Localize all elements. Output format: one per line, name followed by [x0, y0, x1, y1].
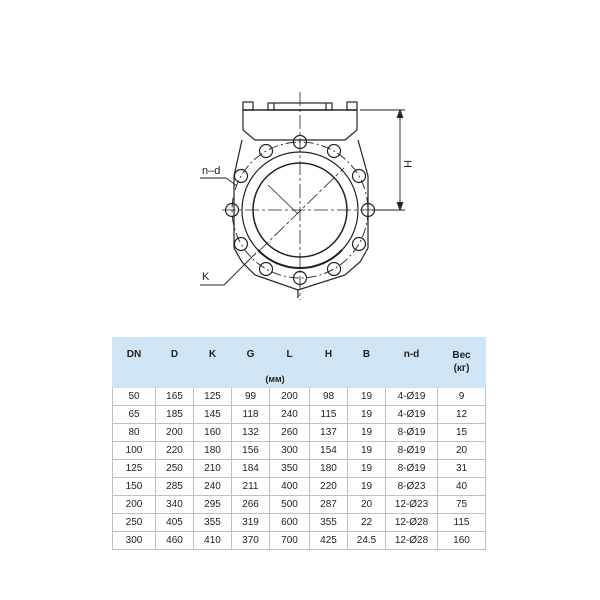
table-row — [113, 388, 486, 406]
units-label: (мм) — [113, 372, 438, 388]
table-cell: 500 — [270, 496, 310, 514]
table-cell: 240 — [270, 406, 310, 424]
table-cell: 240 — [194, 478, 232, 496]
table-cell: 12-Ø28 — [386, 532, 438, 550]
table-cell: 160 — [438, 532, 486, 550]
table-cell: 156 — [232, 442, 270, 460]
table-cell: 20 — [438, 442, 486, 460]
table-cell: 350 — [270, 460, 310, 478]
table-cell: 250 — [113, 514, 156, 532]
label-k: K — [202, 271, 210, 283]
col-header-k: K — [194, 338, 232, 372]
table-cell: 125 — [113, 460, 156, 478]
header-row — [113, 338, 486, 372]
table-cell: 700 — [270, 532, 310, 550]
table-row — [113, 460, 486, 478]
table-cell: 75 — [438, 496, 486, 514]
table-cell: 8-Ø19 — [386, 442, 438, 460]
spec-table — [112, 337, 486, 550]
col-header-l: L — [270, 338, 310, 372]
table-cell: 600 — [270, 514, 310, 532]
table-row — [113, 532, 486, 550]
table-cell: 287 — [310, 496, 348, 514]
table-cell: 40 — [438, 478, 486, 496]
table-cell: 295 — [194, 496, 232, 514]
table-cell: 15 — [438, 424, 486, 442]
table-cell: 285 — [156, 478, 194, 496]
table-cell: 200 — [270, 388, 310, 406]
col-header-h: H — [310, 338, 348, 372]
table-cell: 150 — [113, 478, 156, 496]
table-cell: 50 — [113, 388, 156, 406]
col-header-dn: DN — [113, 338, 156, 372]
table-cell: 154 — [310, 442, 348, 460]
table-cell: 460 — [156, 532, 194, 550]
table-cell: 65 — [113, 406, 156, 424]
table-cell: 165 — [156, 388, 194, 406]
table-cell: 180 — [310, 460, 348, 478]
table-cell: 260 — [270, 424, 310, 442]
table-cell: 80 — [113, 424, 156, 442]
table-cell: 425 — [310, 532, 348, 550]
table-cell: 12 — [438, 406, 486, 424]
table-cell: 118 — [232, 406, 270, 424]
label-h: H — [401, 160, 413, 168]
table-cell: 19 — [348, 442, 386, 460]
table-cell: 19 — [348, 478, 386, 496]
table-cell: 98 — [310, 388, 348, 406]
cover-bolt-left — [243, 102, 253, 110]
table-cell: 19 — [348, 388, 386, 406]
table-cell: 400 — [270, 478, 310, 496]
table-cell: 132 — [232, 424, 270, 442]
table-cell: 211 — [232, 478, 270, 496]
table-cell: 405 — [156, 514, 194, 532]
table-cell: 137 — [310, 424, 348, 442]
dimension-h — [360, 110, 405, 210]
table-cell: 4-Ø19 — [386, 388, 438, 406]
table-cell: 12-Ø23 — [386, 496, 438, 514]
label-nd: n–d — [202, 165, 221, 177]
table-cell: 220 — [310, 478, 348, 496]
weight-unit: (кг) — [453, 362, 470, 374]
col-header-g: G — [232, 338, 270, 372]
table-cell: 19 — [348, 424, 386, 442]
table-cell: 100 — [113, 442, 156, 460]
table-cell: 8-Ø19 — [386, 460, 438, 478]
table-cell: 300 — [270, 442, 310, 460]
table-cell: 200 — [156, 424, 194, 442]
table-cell: 160 — [194, 424, 232, 442]
cover-bolt-right — [347, 102, 357, 110]
table-row — [113, 442, 486, 460]
table-cell: 200 — [113, 496, 156, 514]
table-cell: 19 — [348, 406, 386, 424]
table-cell: 115 — [438, 514, 486, 532]
table-row — [113, 478, 486, 496]
table-cell: 31 — [438, 460, 486, 478]
table-cell: 250 — [156, 460, 194, 478]
table-cell: 24.5 — [348, 532, 386, 550]
table-cell: 145 — [194, 406, 232, 424]
table-cell: 319 — [232, 514, 270, 532]
table-cell: 355 — [310, 514, 348, 532]
table-cell: 20 — [348, 496, 386, 514]
col-header-nd: n-d — [386, 338, 438, 372]
table-cell: 185 — [156, 406, 194, 424]
col-header-d: D — [156, 338, 194, 372]
table-cell: 4-Ø19 — [386, 406, 438, 424]
table-cell: 8-Ø23 — [386, 478, 438, 496]
table-cell: 410 — [194, 532, 232, 550]
table-row — [113, 514, 486, 532]
table-cell: 19 — [348, 460, 386, 478]
table-cell: 370 — [232, 532, 270, 550]
table-body — [113, 388, 486, 550]
col-header-b: B — [348, 338, 386, 372]
table-cell: 340 — [156, 496, 194, 514]
table-cell: 355 — [194, 514, 232, 532]
table-cell: 220 — [156, 442, 194, 460]
table-cell: 180 — [194, 442, 232, 460]
table-cell: 210 — [194, 460, 232, 478]
table-cell: 12-Ø28 — [386, 514, 438, 532]
units-row — [113, 372, 486, 388]
weight-label: Вес — [452, 350, 471, 361]
table-cell: 266 — [232, 496, 270, 514]
col-header-weight — [438, 338, 486, 388]
table-cell: 125 — [194, 388, 232, 406]
table-cell: 99 — [232, 388, 270, 406]
table-row — [113, 406, 486, 424]
table-cell: 9 — [438, 388, 486, 406]
table-row — [113, 496, 486, 514]
table-cell: 115 — [310, 406, 348, 424]
table-row — [113, 424, 486, 442]
table-cell: 8-Ø19 — [386, 424, 438, 442]
leader-nd — [200, 178, 237, 186]
table-cell: 300 — [113, 532, 156, 550]
table-cell: 22 — [348, 514, 386, 532]
table-cell: 184 — [232, 460, 270, 478]
